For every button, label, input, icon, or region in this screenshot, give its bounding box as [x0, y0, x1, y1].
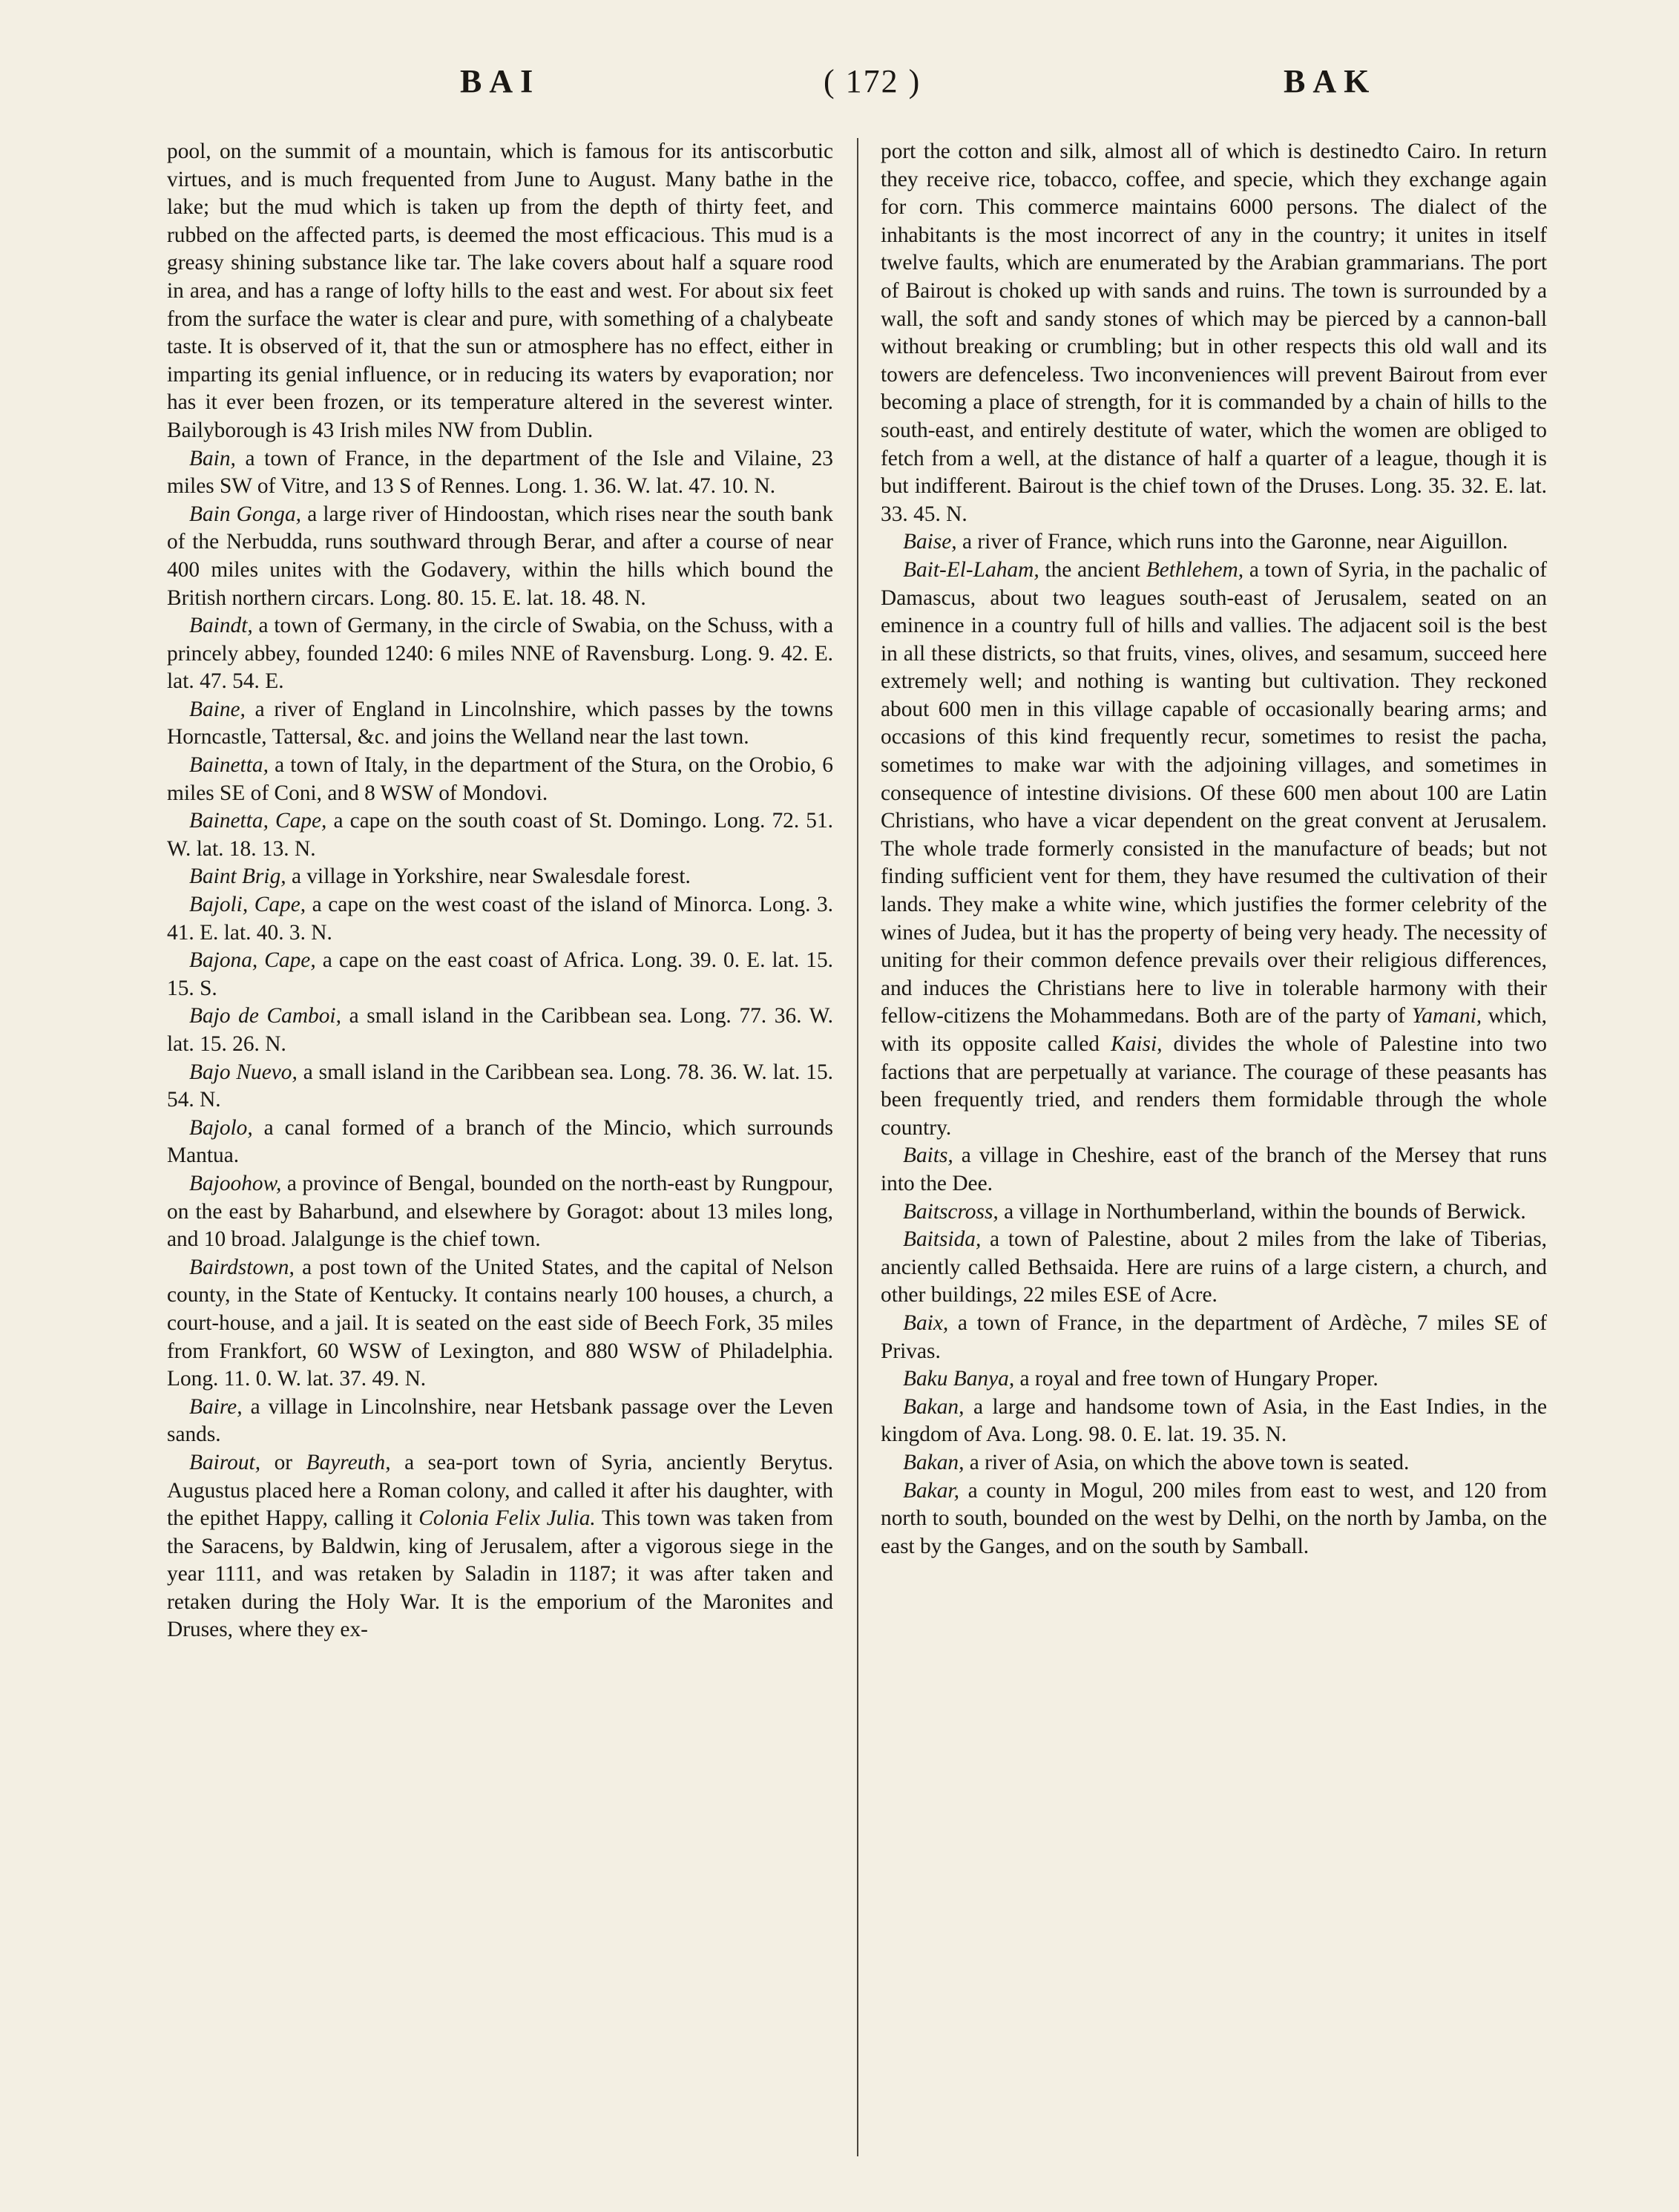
dictionary-entry: [167, 807, 833, 863]
entry-text: or: [260, 1450, 306, 1474]
entry-text: a village in Cheshire, east of the branch of the Mersey that runs into the Dee.: [881, 1143, 1547, 1195]
dictionary-entry: [167, 947, 833, 1002]
entry-headword: Baitscross,: [903, 1199, 999, 1224]
entry-headword: Bairdstown,: [189, 1255, 295, 1279]
entry-text: port the cotton and silk, almost all of which is destinedto Cairo. In return they receive rice, tobacco, coffee, and specie, which they exchange again for corn. This commerce maintains 6000 persons. The dialect of the inhabitants is the most incorrect of any in the country; it unites in itself twelve faults, which are enumerated by the Arabian grammarians. The port of Bairout is choked up with sands and ruins. The town is surrounded by a wall, the soft and sandy stones of which may be pierced by a cannon-ball without breaking or crumbling; but in other respects this old wall and its towers are defenceless. Two inconveniences will prevent Bairout from ever becoming a place of strength, for it is commanded by a chain of hills to the south-east, and entirely destitute of water, which the women are obliged to fetch from a well, at the distance of half a quarter of a league, though it is but indifferent. Bairout is the chief town of the Druses. Long. 35. 32. E. lat. 33. 45. N.: [881, 140, 1547, 526]
entry-text: a village in Yorkshire, near Swalesdale forest.: [286, 864, 691, 889]
dictionary-entry: [881, 1198, 1547, 1227]
entry-headword: Bakar,: [903, 1478, 959, 1503]
entry-text: a cape on the west coast of the island of Minorca. Long. 3. 41. E. lat. 40. 3. N.: [167, 893, 833, 945]
dictionary-entry: [881, 1310, 1547, 1365]
dictionary-entry: [881, 1394, 1547, 1449]
entry-headword: Kaisi,: [1111, 1032, 1163, 1056]
dictionary-entry: [167, 696, 833, 752]
dictionary-entry: [167, 1449, 833, 1644]
entry-headword: Baku Banya,: [903, 1367, 1015, 1391]
entry-headword: Bajo de Camboi,: [189, 1004, 341, 1028]
dictionary-entry: [167, 1394, 833, 1449]
dictionary-entry: [167, 1115, 833, 1170]
entry-headword: Bakan,: [903, 1394, 965, 1419]
entry-headword: Bajo Nuevo,: [189, 1060, 298, 1084]
page-number: ( 172 ): [824, 63, 921, 99]
dictionary-entry: [167, 863, 833, 891]
entry-text: a town of France, in the department of the Isle and Vilaine, 23 miles SW of Vitre, and 13 S of Rennes. Long. 1. 36. W. lat. 47. 10. N.: [167, 446, 833, 499]
entry-text: divides the whole of Palestine into two factions that are perpetually at variance. The courage of these peasants has been frequently tried, and renders them formidable through the whole country.: [881, 1032, 1547, 1140]
entry-text: a province of Bengal, bounded on the north-east by Rungpour, on the east by Baharbund, and elsewhere by Goragot: about 13 miles long, and 10 broad. Jalalgunge is the chief town.: [167, 1171, 833, 1252]
entry-headword: Baits,: [903, 1143, 953, 1168]
dictionary-entry: [167, 501, 833, 612]
entry-text: the ancient: [1039, 557, 1146, 582]
entry-headword: Baire,: [189, 1394, 243, 1419]
dictionary-entry: [167, 891, 833, 947]
entry-text: a town of Syria, in the pachalic of Damascus, about two leagues south-east of Jerusalem, seated on an eminence in a country full of hills and vallies. The adjacent soil is the best in all these districts, so that fruits, vines, olives, and sesamum, succeed here extremely well; and nothing is wanting but cultivation. They reckoned about 600 men in this village capable of occasionally bearing arms; and occasions of this kind frequently recur, sometimes to resist the pacha, sometimes to make war with the adjoining villages, and sometimes in consequence of intestine divisions. Of these 600 men about 100 are Latin Christians, who have a vicar dependent on the great convent at Jerusalem. The whole trade formerly consisted in the manufacture of beads; but not finding sufficient vent for them, they have resumed the cultivation of their lands. They make a white wine, which justifies the former celebrity of the wines of Judea, but it has the property of being very heady. The necessity of uniting for their common defence prevails over their religious differences, and induces the Christians here to live in tolerable harmony with their fellow-citizens the Mohammedans. Both are of the party of: [881, 557, 1547, 1028]
entry-headword: Baise,: [903, 530, 957, 554]
entry-text: a post town of the United States, and the capital of Nelson county, in the State of Kentucky. It contains nearly 100 houses, a church, a court-house, and a jail. It is seated on the east side of Beech Fork, 35 miles from Frankfort, 60 WSW of Lexington, and 880 WSW of Philadelphia. Long. 11. 0. W. lat. 37. 49. N.: [167, 1255, 833, 1391]
dictionary-entry: [167, 1002, 833, 1058]
entry-text: a cape on the south coast of St. Domingo. Long. 72. 51. W. lat. 18. 13. N.: [167, 809, 833, 861]
dictionary-entry: [167, 752, 833, 807]
dictionary-entry: [167, 445, 833, 501]
header-right-guideword: BAK: [1284, 63, 1377, 99]
entry-text: a royal and free town of Hungary Proper.: [1014, 1367, 1379, 1391]
entry-text: a town of Germany, in the circle of Swabia, on the Schuss, with a princely abbey, founded 1240: 6 miles NNE of Ravensburg. Long. 9. 42. E. lat. 47. 54. E.: [167, 614, 833, 694]
entry-continuation: [167, 138, 833, 445]
entry-headword: Bairout,: [189, 1450, 261, 1474]
page-header: [167, 62, 1547, 114]
dictionary-entry: [167, 1059, 833, 1115]
entry-text: a village in Lincolnshire, near Hetsbank passage over the Leven sands.: [167, 1394, 833, 1447]
entry-text: a small island in the Caribbean sea. Long. 77. 36. W. lat. 15. 26. N.: [167, 1004, 833, 1056]
entry-text: a town of Italy, in the department of the Stura, on the Orobio, 6 miles SE of Coni, and 8 WSW of Mondovi.: [167, 753, 833, 805]
entry-headword: Bayreuth,: [306, 1450, 391, 1474]
entry-text: a canal formed of a branch of the Mincio, which surrounds Mantua.: [167, 1115, 833, 1168]
entry-text: a large and handsome town of Asia, in the East Indies, in the kingdom of Ava. Long. 98. 0. E. lat. 19. 35. N.: [881, 1394, 1547, 1447]
left-column: [167, 138, 833, 2156]
entry-headword: Bajoli, Cape,: [189, 893, 306, 917]
entry-headword: Bainetta,: [189, 753, 269, 778]
right-column: [881, 138, 1547, 2156]
entry-headword: Bainetta, Cape,: [189, 809, 327, 833]
entry-text: This town was taken from the Saracens, by Baldwin, king of Jerusalem, after a vigorous siege in the year 1111, and was retaken by Saladin in 1187; it was after taken and retaken during the Holy War. It is the emporium of the Maronites and Druses, where they ex-: [167, 1506, 833, 1642]
dictionary-entry: [881, 1365, 1547, 1394]
entry-text: which, with its opposite called: [881, 1004, 1547, 1056]
entry-text: pool, on the summit of a mountain, which is famous for its antiscorbutic virtues, and is much frequented from June to August. Many bathe in the lake; but the mud which is taken up from the depth of thirty feet, and rubbed on the affected parts, is deemed the most efficacious. This mud is a greasy shining substance like tar. The lake covers about half a square rood in area, and has a range of lofty hills to the east and west. For about six feet from the surface the water is clear and pure, with something of a chalybeate taste. It is observed of it, that the sun or atmosphere has no effect, either in imparting its genial influence, or in reducing its waters by evaporation; nor has it ever been frozen, or its temperature altered in the severest winter. Bailyborough is 43 Irish miles NW from Dublin.: [167, 140, 833, 442]
dictionary-entry: [881, 1449, 1547, 1477]
dictionary-entry: [881, 1226, 1547, 1310]
entry-headword: Baix,: [903, 1310, 949, 1335]
entry-headword: Baint Brig,: [189, 864, 286, 889]
entry-headword: Bakan,: [903, 1450, 965, 1474]
entry-text: a river of France, which runs into the Garonne, near Aiguillon.: [956, 530, 1508, 554]
entry-headword: Baine,: [189, 697, 246, 721]
entry-headword: Bethlehem,: [1146, 557, 1244, 582]
entry-headword: Bajona, Cape,: [189, 948, 316, 973]
entry-headword: Baitsida,: [903, 1227, 982, 1252]
dictionary-entry: [167, 612, 833, 696]
header-left-guideword: BAI: [460, 63, 541, 99]
entry-text: a river of Asia, on which the above town is seated.: [964, 1450, 1410, 1474]
entry-text: a town of Palestine, about 2 miles from the lake of Tiberias, anciently called Bethsaida. Here are ruins of a large cistern, a church, and other buildings, 22 miles ESE of Acre.: [881, 1227, 1547, 1307]
entry-text: a large river of Hindoostan, which rises near the south bank of the Nerbudda, runs southward through Berar, and after a course of near 400 miles unites with the Godavery, within the hills which bound the British northern circars. Long. 80. 15. E. lat. 18. 48. N.: [167, 502, 833, 610]
entry-headword: Bajoohow,: [189, 1171, 282, 1195]
dictionary-entry: [881, 1477, 1547, 1561]
dictionary-entry: [881, 528, 1547, 557]
dictionary-entry: [881, 1142, 1547, 1198]
entry-headword: Bain,: [189, 446, 236, 470]
dictionary-entry: [881, 557, 1547, 1142]
entry-headword: Colonia Felix Julia.: [418, 1506, 596, 1531]
entry-headword: Baindt,: [189, 614, 253, 638]
entry-text: a river of England in Lincolnshire, which passes by the towns Horncastle, Tattersal, &c. and joins the Welland near the last town.: [167, 697, 833, 749]
entry-headword: Bain Gonga,: [189, 502, 302, 526]
entry-headword: Bajolo,: [189, 1115, 253, 1140]
dictionary-entry: [167, 1170, 833, 1254]
dictionary-entry: [167, 1254, 833, 1394]
column-divider: [857, 138, 858, 2156]
entry-text: a small island in the Caribbean sea. Long. 78. 36. W. lat. 15. 54. N.: [167, 1060, 833, 1112]
entry-continuation: [881, 138, 1547, 528]
entry-headword: Yamani,: [1411, 1004, 1482, 1028]
entry-text: a town of France, in the department of Ardèche, 7 miles SE of Privas.: [881, 1310, 1547, 1363]
entry-headword: Bait-El-Laham,: [903, 557, 1039, 582]
entry-text: a cape on the east coast of Africa. Long. 39. 0. E. lat. 15. 15. S.: [167, 948, 833, 1000]
entry-text: a village in Northumberland, within the bounds of Berwick.: [998, 1199, 1526, 1224]
entry-text: a sea-port town of Syria, anciently Berytus. Augustus placed here a Roman colony, and called it after his daughter, with the epithet Happy, calling it: [167, 1450, 833, 1531]
entry-text: a county in Mogul, 200 miles from east to west, and 120 from north to south, bounded on the west by Delhi, on the north by Jamba, on the east by the Ganges, and on the south by Samball.: [881, 1478, 1547, 1558]
